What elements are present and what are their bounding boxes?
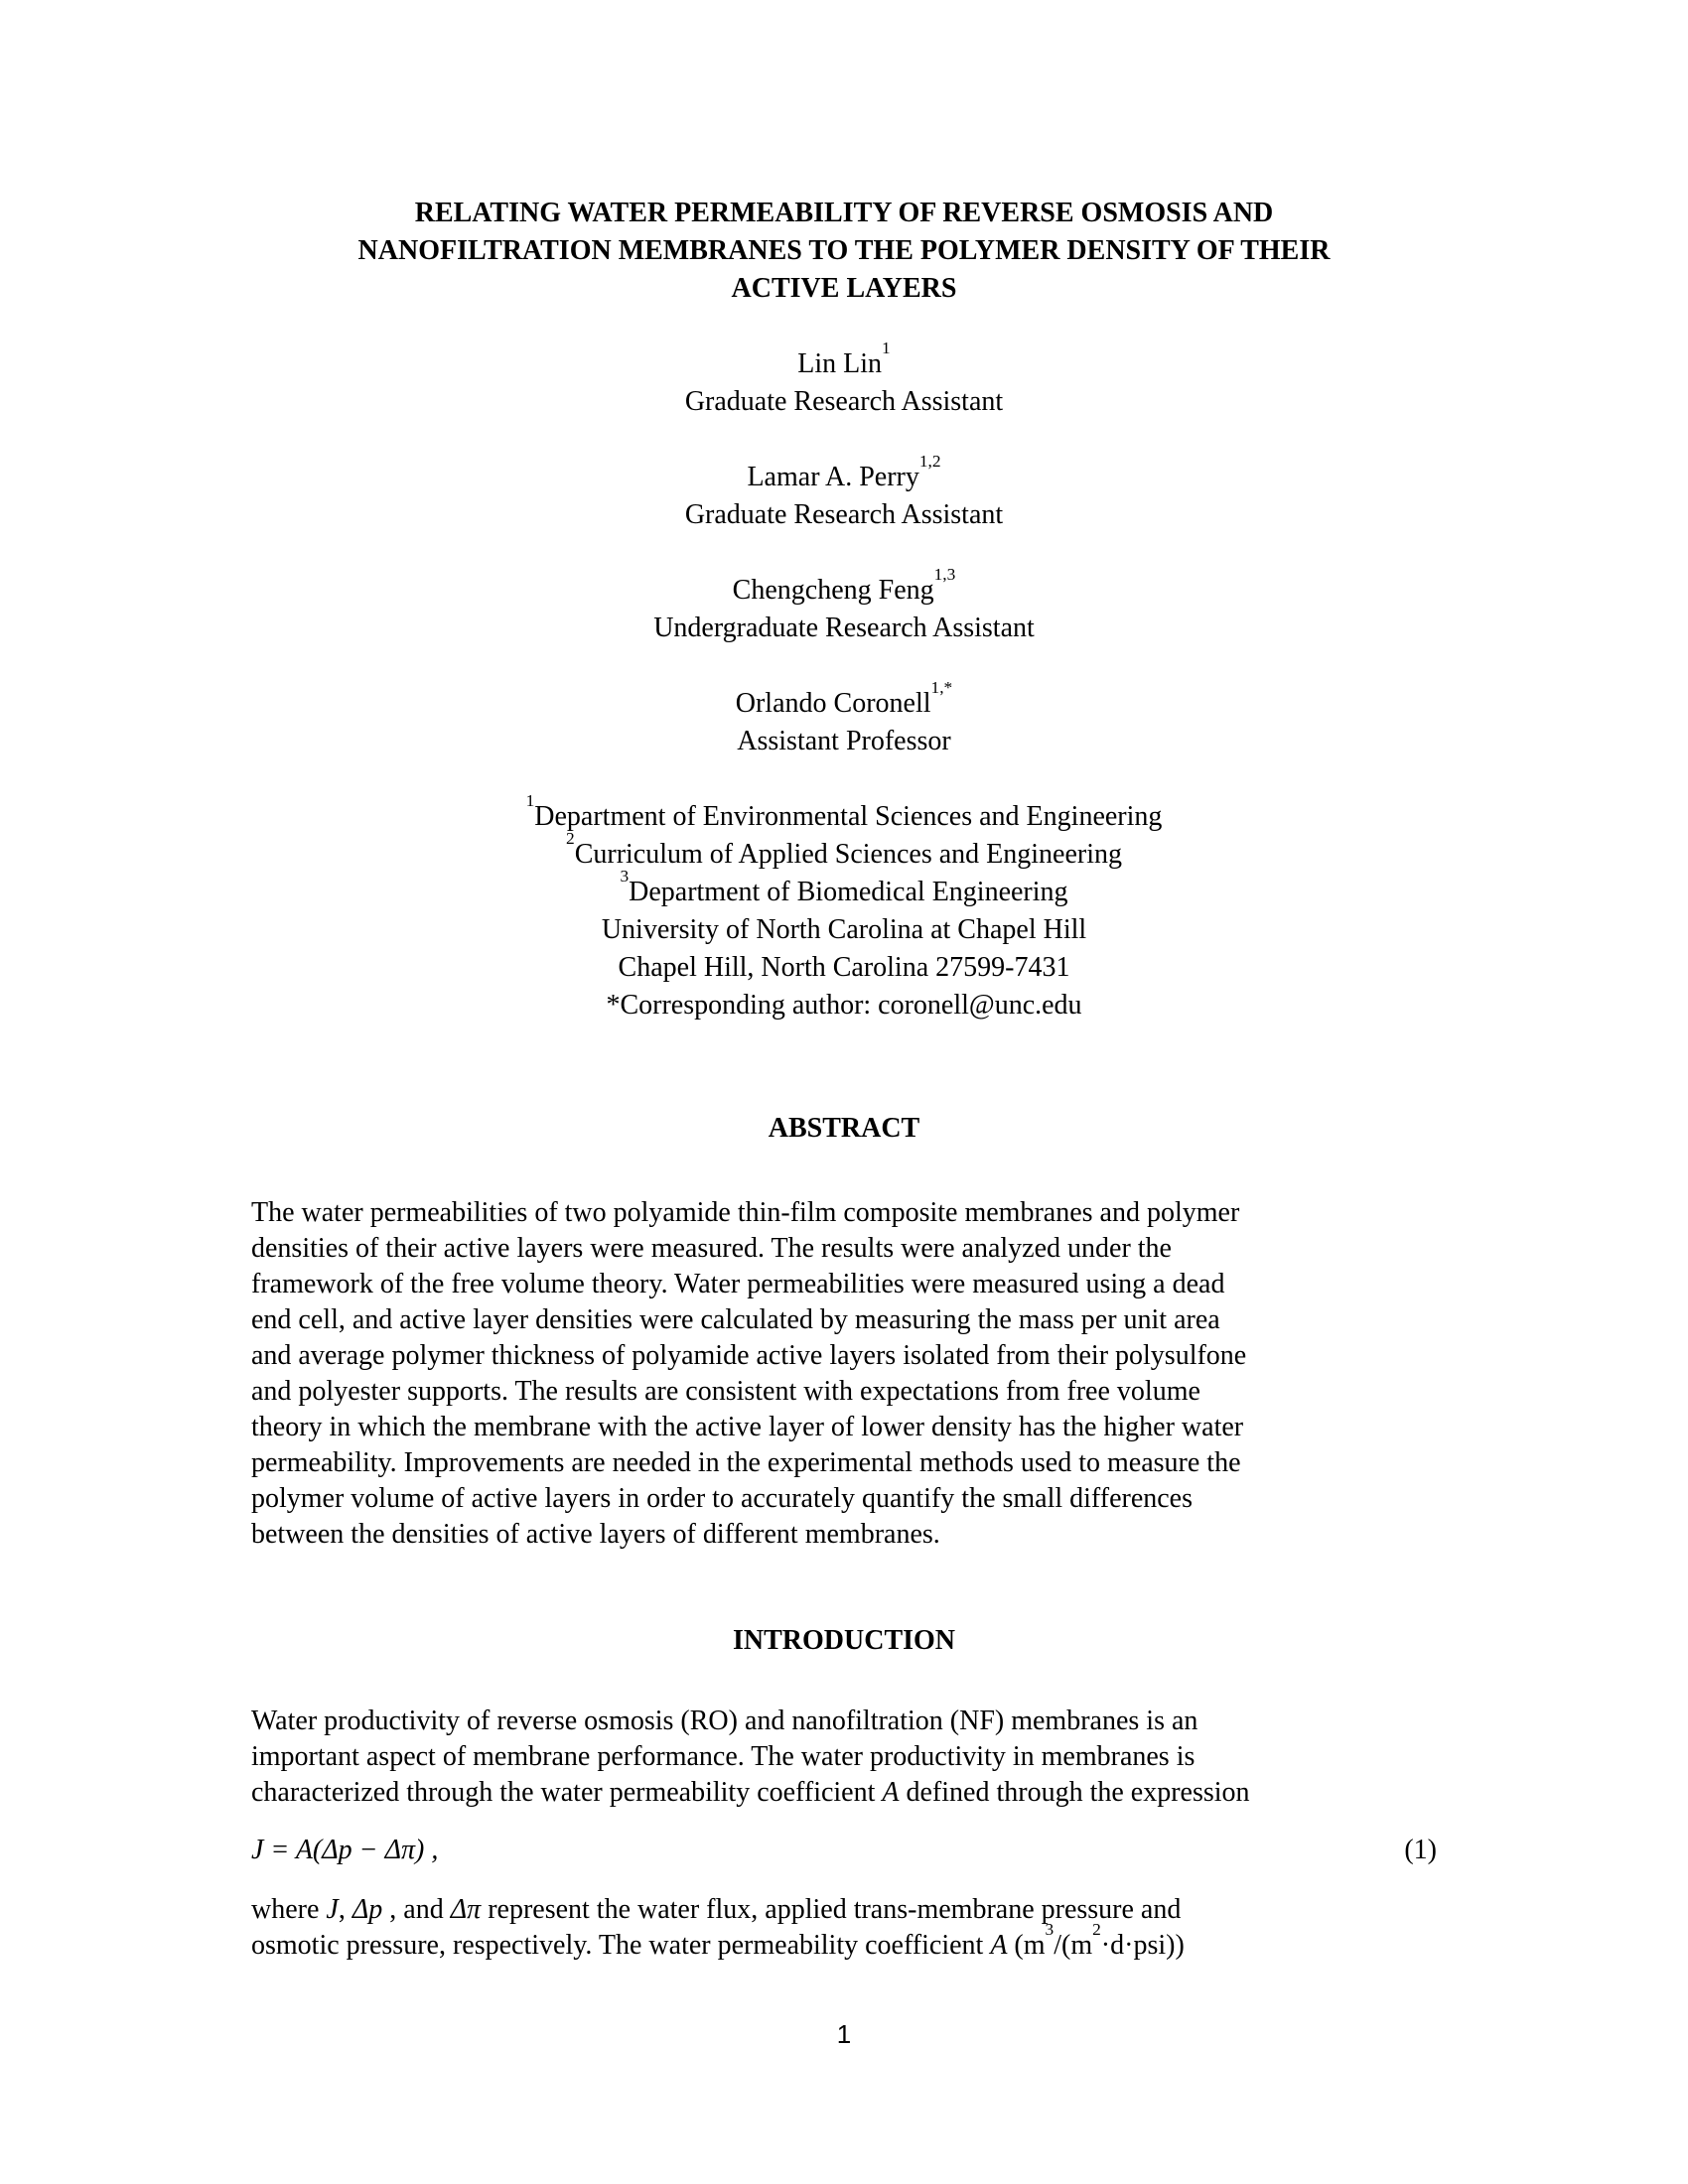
affiliation-marker: 2: [566, 829, 575, 848]
where-line: where J, Δp , and Δπ represent the water flux, applied trans-membrane pressure and: [251, 1894, 1182, 1925]
author-affiliation-marker: 1,*: [930, 678, 953, 697]
affiliations-block: [251, 791, 1437, 1024]
author-name: Lamar A. Perry: [747, 462, 919, 492]
author-name-line: [251, 452, 1437, 496]
equation-expression: J = A(Δp − Δπ) ,: [251, 1835, 439, 1865]
abstract-line: polymer volume of active layers in order to accurately quantify the small differences: [251, 1483, 1194, 1514]
math-variable: Δπ: [450, 1894, 482, 1925]
math-variable: Δp: [352, 1894, 383, 1925]
abstract-line: permeability. Improvements are needed in the experimental methods used to measure the: [251, 1447, 1241, 1478]
abstract-line: densities of their active layers were measured. The results were analyzed under the: [251, 1233, 1172, 1264]
author-name: Lin Lin: [797, 348, 883, 379]
author-entry: [251, 565, 1437, 647]
affiliation-line: [251, 867, 1437, 911]
affiliation-line: [251, 829, 1437, 874]
author-entry: [251, 678, 1437, 760]
author-name-line: [251, 339, 1437, 383]
math-variable: A: [990, 1930, 1008, 1961]
affiliation-marker: 1: [525, 791, 535, 810]
paper-title-line: NANOFILTRATION MEMBRANES TO THE POLYMER DENSITY OF THEIR: [357, 235, 1331, 266]
abstract-heading: ABSTRACT: [768, 1113, 920, 1144]
affiliation-marker: 3: [620, 867, 630, 886]
abstract-line: end cell, and active layer densities were calculated by measuring the mass per unit area: [251, 1304, 1220, 1335]
abstract-line: and polyester supports. The results are consistent with expectations from free volume: [251, 1376, 1200, 1407]
paper-title-line: ACTIVE LAYERS: [731, 273, 957, 304]
abstract-line: theory in which the membrane with the active layer of lower density has the higher water: [251, 1412, 1244, 1442]
abstract-line: between the densities of active layers of different membranes.: [251, 1519, 940, 1550]
author-role: Graduate Research Assistant: [684, 499, 1004, 530]
where-paragraph: [251, 1892, 1437, 1964]
equation-1: [251, 1833, 1437, 1868]
affiliation-text: Department of Biomedical Engineering: [629, 877, 1068, 907]
author-affiliation-marker: 1,3: [933, 565, 956, 584]
author-name-line: [251, 565, 1437, 610]
equation-number: (1): [1404, 1835, 1437, 1865]
affiliation-line: [251, 791, 1437, 836]
introduction-heading: INTRODUCTION: [732, 1625, 956, 1656]
author-affiliation-marker: 1,2: [918, 452, 941, 471]
abstract-line: The water permeabilities of two polyamide thin-film composite membranes and polymer: [251, 1197, 1240, 1228]
abstract-line: and average polymer thickness of polyamide active layers isolated from their polysulfone: [251, 1340, 1247, 1371]
author-role: Undergraduate Research Assistant: [653, 613, 1035, 643]
introduction-line: Water productivity of reverse osmosis (RO) and nanofiltration (NF) membranes is an: [251, 1706, 1198, 1736]
abstract-line: framework of the free volume theory. Water permeabilities were measured using a dead: [251, 1269, 1225, 1299]
affiliation-line: Chapel Hill, North Carolina 27599-7431: [618, 952, 1070, 983]
page-content: [251, 195, 1437, 1964]
author-entry: [251, 339, 1437, 421]
affiliation-line: University of North Carolina at Chapel Hill: [601, 914, 1087, 945]
affiliation-text: Department of Environmental Sciences and Engineering: [534, 801, 1163, 832]
author-name: Orlando Coronell: [735, 688, 931, 719]
author-name-line: [251, 678, 1437, 723]
author-name: Chengcheng Feng: [732, 575, 934, 606]
introduction-line: characterized through the water permeability coefficient A defined through the expression: [251, 1777, 1250, 1808]
corresponding-author-line: *Corresponding author: coronell@unc.edu: [606, 990, 1082, 1021]
math-variable: A: [882, 1777, 900, 1808]
paper-title: [251, 195, 1437, 308]
abstract-paragraph: [251, 1195, 1437, 1553]
exponent: 2: [1092, 1920, 1101, 1939]
affiliation-text: Curriculum of Applied Sciences and Engineering: [574, 839, 1122, 870]
where-line: osmotic pressure, respectively. The water permeability coefficient A $(m^3/(m^2\cdot d\cdot psi))$: [251, 1920, 1185, 1961]
introduction-line: important aspect of membrane performance. The water productivity in membranes is: [251, 1741, 1196, 1772]
author-role: Assistant Professor: [737, 726, 951, 756]
author-affiliation-marker: 1: [882, 339, 891, 357]
introduction-paragraph: [251, 1704, 1437, 1811]
math-variable: J: [326, 1894, 339, 1925]
author-entry: [251, 452, 1437, 534]
paper-title-line: RELATING WATER PERMEABILITY OF REVERSE OSMOSIS AND: [414, 198, 1274, 228]
page-number: 1: [836, 2019, 852, 2049]
author-role: Graduate Research Assistant: [684, 386, 1004, 417]
exponent: 3: [1045, 1920, 1055, 1939]
